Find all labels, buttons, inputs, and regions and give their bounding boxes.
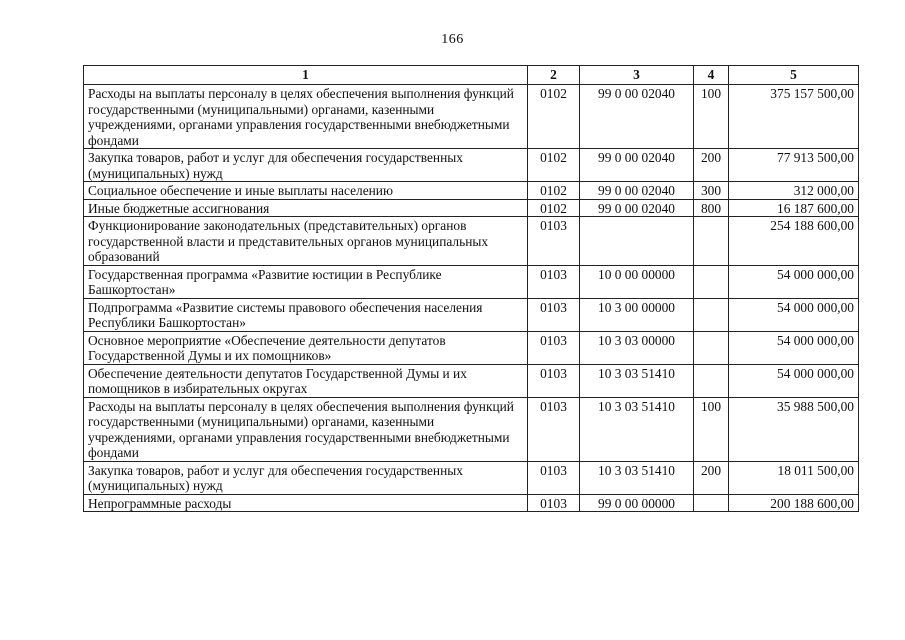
row-amount: 18 011 500,00	[729, 461, 859, 494]
row-name: Непрограммные расходы	[84, 494, 528, 512]
row-name: Основное мероприятие «Обеспечение деятельности депутатов Государственной Думы и их помощников»	[84, 331, 528, 364]
row-name: Государственная программа «Развитие юстиции в Республике Башкортостан»	[84, 265, 528, 298]
row-target: 10 3 03 51410	[580, 397, 694, 461]
table-row	[84, 397, 859, 461]
row-name: Подпрограмма «Развитие системы правового обеспечения населения Республики Башкортостан»	[84, 298, 528, 331]
row-amount: 54 000 000,00	[729, 364, 859, 397]
row-type	[694, 298, 729, 331]
row-target	[580, 217, 694, 266]
row-section: 0103	[528, 298, 580, 331]
row-type: 100	[694, 397, 729, 461]
row-section: 0103	[528, 217, 580, 266]
row-target: 99 0 00 02040	[580, 149, 694, 182]
row-type: 200	[694, 461, 729, 494]
table-row	[84, 494, 859, 512]
row-name: Расходы на выплаты персоналу в целях обеспечения выполнения функций государственными (муниципальными) органами, казенными учреждениями, органами управления государственными внебюджетными фондами	[84, 397, 528, 461]
table-row	[84, 461, 859, 494]
table-row	[84, 364, 859, 397]
row-name: Закупка товаров, работ и услуг для обеспечения государственных (муниципальных) нужд	[84, 149, 528, 182]
row-section: 0102	[528, 149, 580, 182]
row-target: 99 0 00 00000	[580, 494, 694, 512]
row-section: 0103	[528, 494, 580, 512]
table-row	[84, 265, 859, 298]
table-row	[84, 331, 859, 364]
header-section: 2	[528, 66, 580, 85]
row-section: 0102	[528, 199, 580, 217]
page-number: 166	[441, 32, 464, 47]
row-type	[694, 331, 729, 364]
row-section: 0102	[528, 85, 580, 149]
row-amount: 375 157 500,00	[729, 85, 859, 149]
row-type	[694, 217, 729, 266]
row-type: 100	[694, 85, 729, 149]
row-type: 800	[694, 199, 729, 217]
table-row	[84, 199, 859, 217]
row-type	[694, 494, 729, 512]
row-name: Иные бюджетные ассигнования	[84, 199, 528, 217]
row-section: 0103	[528, 364, 580, 397]
row-target: 10 3 03 00000	[580, 331, 694, 364]
table-header-row	[84, 66, 859, 85]
row-amount: 54 000 000,00	[729, 265, 859, 298]
table-row	[84, 182, 859, 200]
row-type: 300	[694, 182, 729, 200]
header-target: 3	[580, 66, 694, 85]
row-amount: 77 913 500,00	[729, 149, 859, 182]
header-amount: 5	[729, 66, 859, 85]
header-name: 1	[84, 66, 528, 85]
row-name: Обеспечение деятельности депутатов Государственной Думы и их помощников в избирательных округах	[84, 364, 528, 397]
row-section: 0103	[528, 331, 580, 364]
row-amount: 254 188 600,00	[729, 217, 859, 266]
row-amount: 200 188 600,00	[729, 494, 859, 512]
row-target: 99 0 00 02040	[580, 182, 694, 200]
row-target: 10 3 00 00000	[580, 298, 694, 331]
row-amount: 54 000 000,00	[729, 331, 859, 364]
row-target: 10 0 00 00000	[580, 265, 694, 298]
row-type: 200	[694, 149, 729, 182]
budget-table	[83, 65, 859, 512]
row-type	[694, 364, 729, 397]
table-row	[84, 298, 859, 331]
row-name: Социальное обеспечение и иные выплаты населению	[84, 182, 528, 200]
table-row	[84, 149, 859, 182]
row-name: Закупка товаров, работ и услуг для обеспечения государственных (муниципальных) нужд	[84, 461, 528, 494]
row-target: 10 3 03 51410	[580, 461, 694, 494]
row-target: 99 0 00 02040	[580, 85, 694, 149]
row-section: 0103	[528, 397, 580, 461]
row-type	[694, 265, 729, 298]
row-name: Расходы на выплаты персоналу в целях обеспечения выполнения функций государственными (муниципальными) органами, казенными учреждениями, органами управления государственными внебюджетными фондами	[84, 85, 528, 149]
table-row	[84, 85, 859, 149]
row-amount: 35 988 500,00	[729, 397, 859, 461]
row-section: 0103	[528, 265, 580, 298]
row-target: 99 0 00 02040	[580, 199, 694, 217]
row-amount: 312 000,00	[729, 182, 859, 200]
row-amount: 16 187 600,00	[729, 199, 859, 217]
row-section: 0103	[528, 461, 580, 494]
row-target: 10 3 03 51410	[580, 364, 694, 397]
row-section: 0102	[528, 182, 580, 200]
row-amount: 54 000 000,00	[729, 298, 859, 331]
table-row	[84, 217, 859, 266]
row-name: Функционирование законодательных (представительных) органов государственной власти и представительных органов муниципальных образований	[84, 217, 528, 266]
header-type: 4	[694, 66, 729, 85]
